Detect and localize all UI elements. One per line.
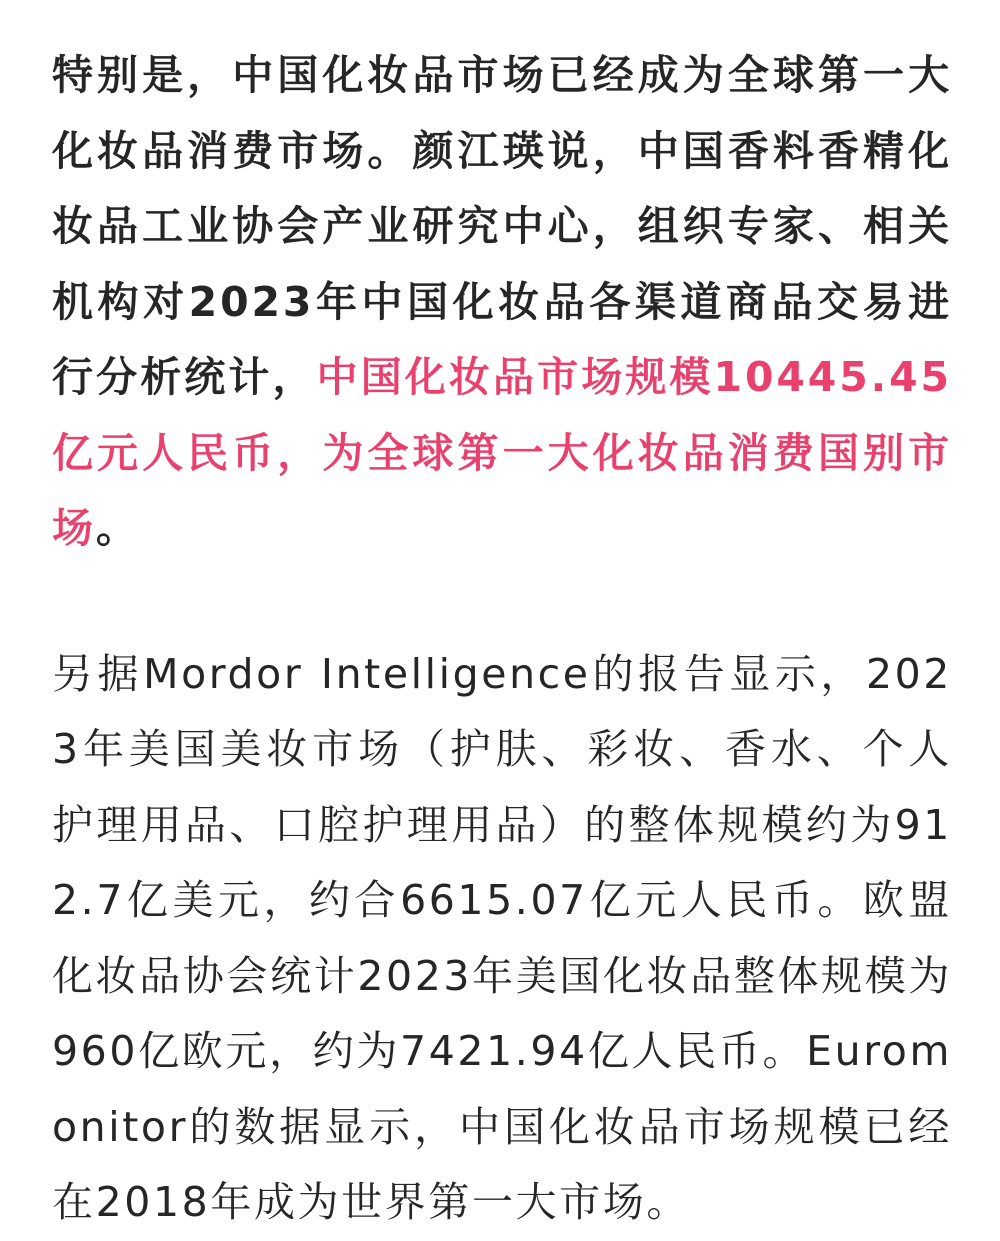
paragraph-market-ranking <box>52 38 952 567</box>
highlighted-market-size: 中国化妆品市场规模10445.45亿元人民币，为全球第一大化妆品消费国别市场 <box>52 353 952 552</box>
paragraph-market-comparison: 另据Mordor Intelligence的报告显示，2023年美国美妆市场（护肤、彩妆、香水、个人护理用品、口腔护理用品）的整体规模约为912.7亿美元，约合6615.07亿元人民币。欧盟化妆品协会统计2023年美国化妆品整体规模为960亿欧元，约为7421.94亿人民币。Euromonitor的数据显示，中国化妆品市场规模已经在2018年成为世界第一大市场。 <box>52 649 952 1226</box>
article-body <box>52 38 952 1241</box>
paragraph-1-text-before: 特别是，中国化妆品市场已经成为全球第一大化妆品消费市场。颜江瑛说，中国香料香精化妆品工业协会产业研究中心，组织专家、相关机构对2023年中国化妆品各渠道商品交易进行分析统计， <box>52 51 952 401</box>
paragraph-1-text-after: 。 <box>95 504 140 552</box>
